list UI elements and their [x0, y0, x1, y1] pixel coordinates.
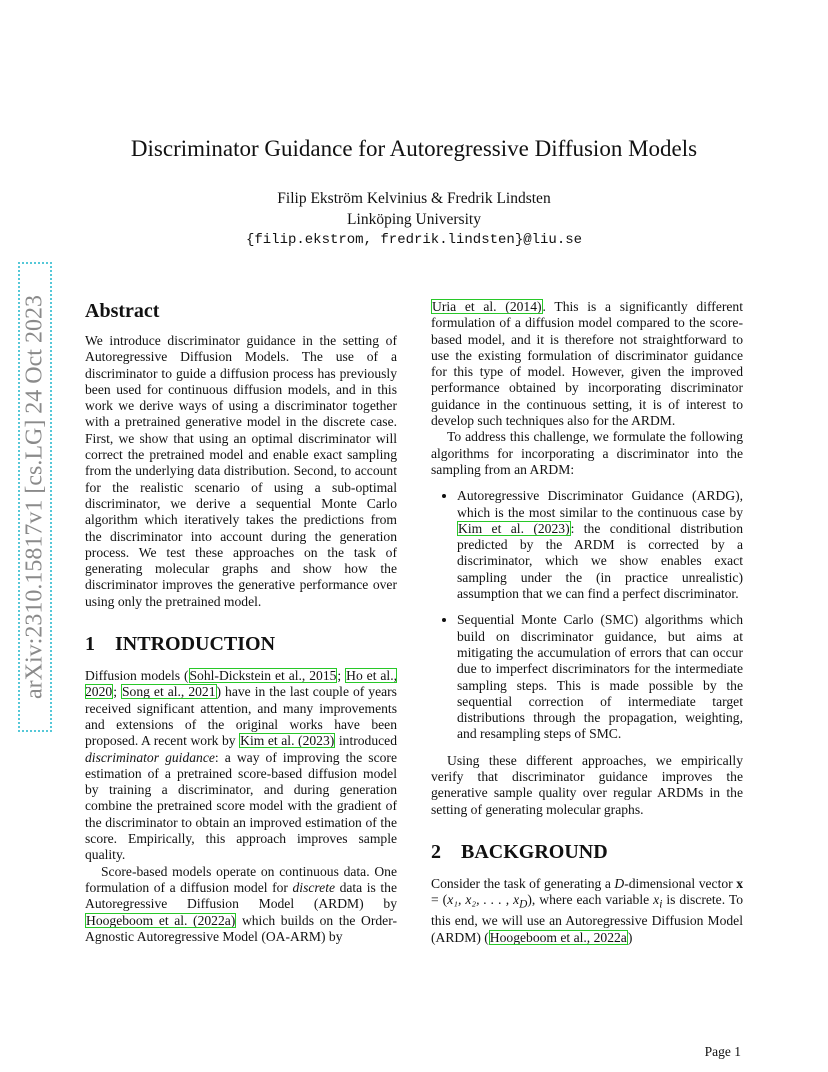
background-section-number: 2: [431, 840, 441, 863]
author-affiliation: Linköping University: [347, 211, 481, 228]
page-number: Page 1: [704, 1044, 741, 1059]
paper-title: Discriminator Guidance for Autoregressive Diffusion Models: [130, 136, 698, 161]
citation-ho[interactable]: Ho et al., 2020: [85, 668, 397, 700]
citation-hoogeboom-2[interactable]: Hoogeboom et al., 2022a: [489, 929, 627, 945]
background-section-title: BACKGROUND: [461, 840, 608, 863]
authors-block: [0, 188, 828, 251]
intro-paragraph-3: To address this challenge, we formulate the following algorithms for incorporating a discriminator into the sampling from an ARDM:: [431, 429, 743, 477]
intro-section-title: INTRODUCTION: [115, 633, 276, 656]
citation-uria[interactable]: Uria et al. (2014): [432, 299, 542, 314]
list-item-smc: • Sequential Monte Carlo (SMC) algorithms which build on discriminator guidance, but aims at mitigating the accumulation of errors that can occur due to imperfect discriminators for the intermediate sampling steps. This is made possible by the sequential correction of intermediate target distributions through the propagation, weighting, and resampling steps of SMC.: [457, 612, 743, 742]
citation-kim-2[interactable]: Kim et al. (2023): [458, 520, 570, 536]
author-email: {filip.ekstrom, fredrik.lindsten}@liu.se: [245, 232, 583, 248]
background-heading: [431, 840, 743, 864]
arxiv-side-stamp: [18, 262, 52, 732]
left-column: [85, 299, 397, 945]
intro-paragraph-1: Diffusion models (Sohl-Dickstein et al., 2015; Ho et al., 2020; Song et al., 2021) have in the last couple of years received significant attention, and many improvements and extensions of the original works have been proposed. A recent work by Kim et al. (2023) introduced discriminator guidance: a way of improving the score estimation of a pretrained score-based diffusion model by training a discriminator, and during generation combine the pretrained score model with the gradient of the discriminator to obtain an improved estimation of the score. Empirically, this approach improves sample quality.: [85, 668, 398, 863]
author-names: Filip Ekström Kelvinius & Fredrik Lindsten: [277, 190, 551, 207]
citation-kim[interactable]: Kim et al. (2023): [240, 733, 335, 749]
citation-song[interactable]: Song et al., 2021: [121, 684, 216, 700]
algorithm-list: [431, 488, 743, 742]
right-column: [431, 299, 743, 946]
citation-hoogeboom[interactable]: Hoogeboom et al. (2022a): [86, 912, 236, 928]
list-item-ardg: • Autoregressive Discriminator Guidance (ARDG), which is the most similar to the continuous case by Kim et al. (2023): the conditional distribution predicted by the ARDM is corrected by a discriminator, which we show enables exact sampling under the (in practice unrealistic) assumption that we can find a perfect discriminator.: [457, 488, 743, 602]
intro-paragraph-2: Score-based models operate on continuous data. One formulation of a diffusion model for discrete data is the Autoregressive Diffusion Model (ARDM) by Hoogeboom et al. (2022a) which builds on the Order-Agnostic Autoregressive Model (OA-ARM) by: [85, 863, 397, 944]
intro-heading: [85, 632, 397, 656]
intro-paragraph-2-continued: Uria et al. (2014). This is a significantly different formulation of a diffusion model compared to the score-based model, and it is therefore not straightforward to use the existing formulation of discriminator guidance for this type of model. However, given the improved performance obtained by incorporating discriminator guidance in the continuous setting, it is of interest to develop such techniques also for the ARDM.: [431, 299, 743, 429]
citation-sohl-dickstein[interactable]: Sohl-Dickstein et al., 2015: [189, 668, 337, 684]
arxiv-identifier: arXiv:2310.15817v1 [cs.LG] 24 Oct 2023: [21, 295, 48, 699]
intro-section-number: 1: [85, 633, 95, 656]
abstract-text: We introduce discriminator guidance in the setting of Autoregressive Diffusion Models. The use of a discriminator to guide a diffusion process has previously been used for continuous diffusion models, and in this work we derive ways of using a discriminator together with a pretrained generative model in the discrete case. First, we show that using an optimal discriminator will correct the pretrained model and enable exact sampling from the underlying data distribution. Second, to account for the realistic scenario of using a sub-optimal discriminator, we derive a sequential Monte Carlo algorithm which iteratively takes the predictions from the discriminator into account during the generation process. We test these approaches on the task of generating molecular graphs and show how the discriminator improves the generative performance over using only the pretrained model.: [85, 333, 397, 609]
background-paragraph-1: Consider the task of generating a D-dimensional vector x = (x₁, x₂, . . . , $x_D$), where each variable $x_i$ is discrete. To this end, we will use an Autoregressive Diffusion Model (ARDM) (Hoogeboom et al., 2022a): [431, 875, 743, 945]
abstract-heading: Abstract: [85, 300, 160, 322]
intro-paragraph-4: Using these different approaches, we empirically verify that discriminator guidance improves the generative sample quality over regular ARDMs in the setting of generating molecular graphs.: [431, 752, 743, 817]
